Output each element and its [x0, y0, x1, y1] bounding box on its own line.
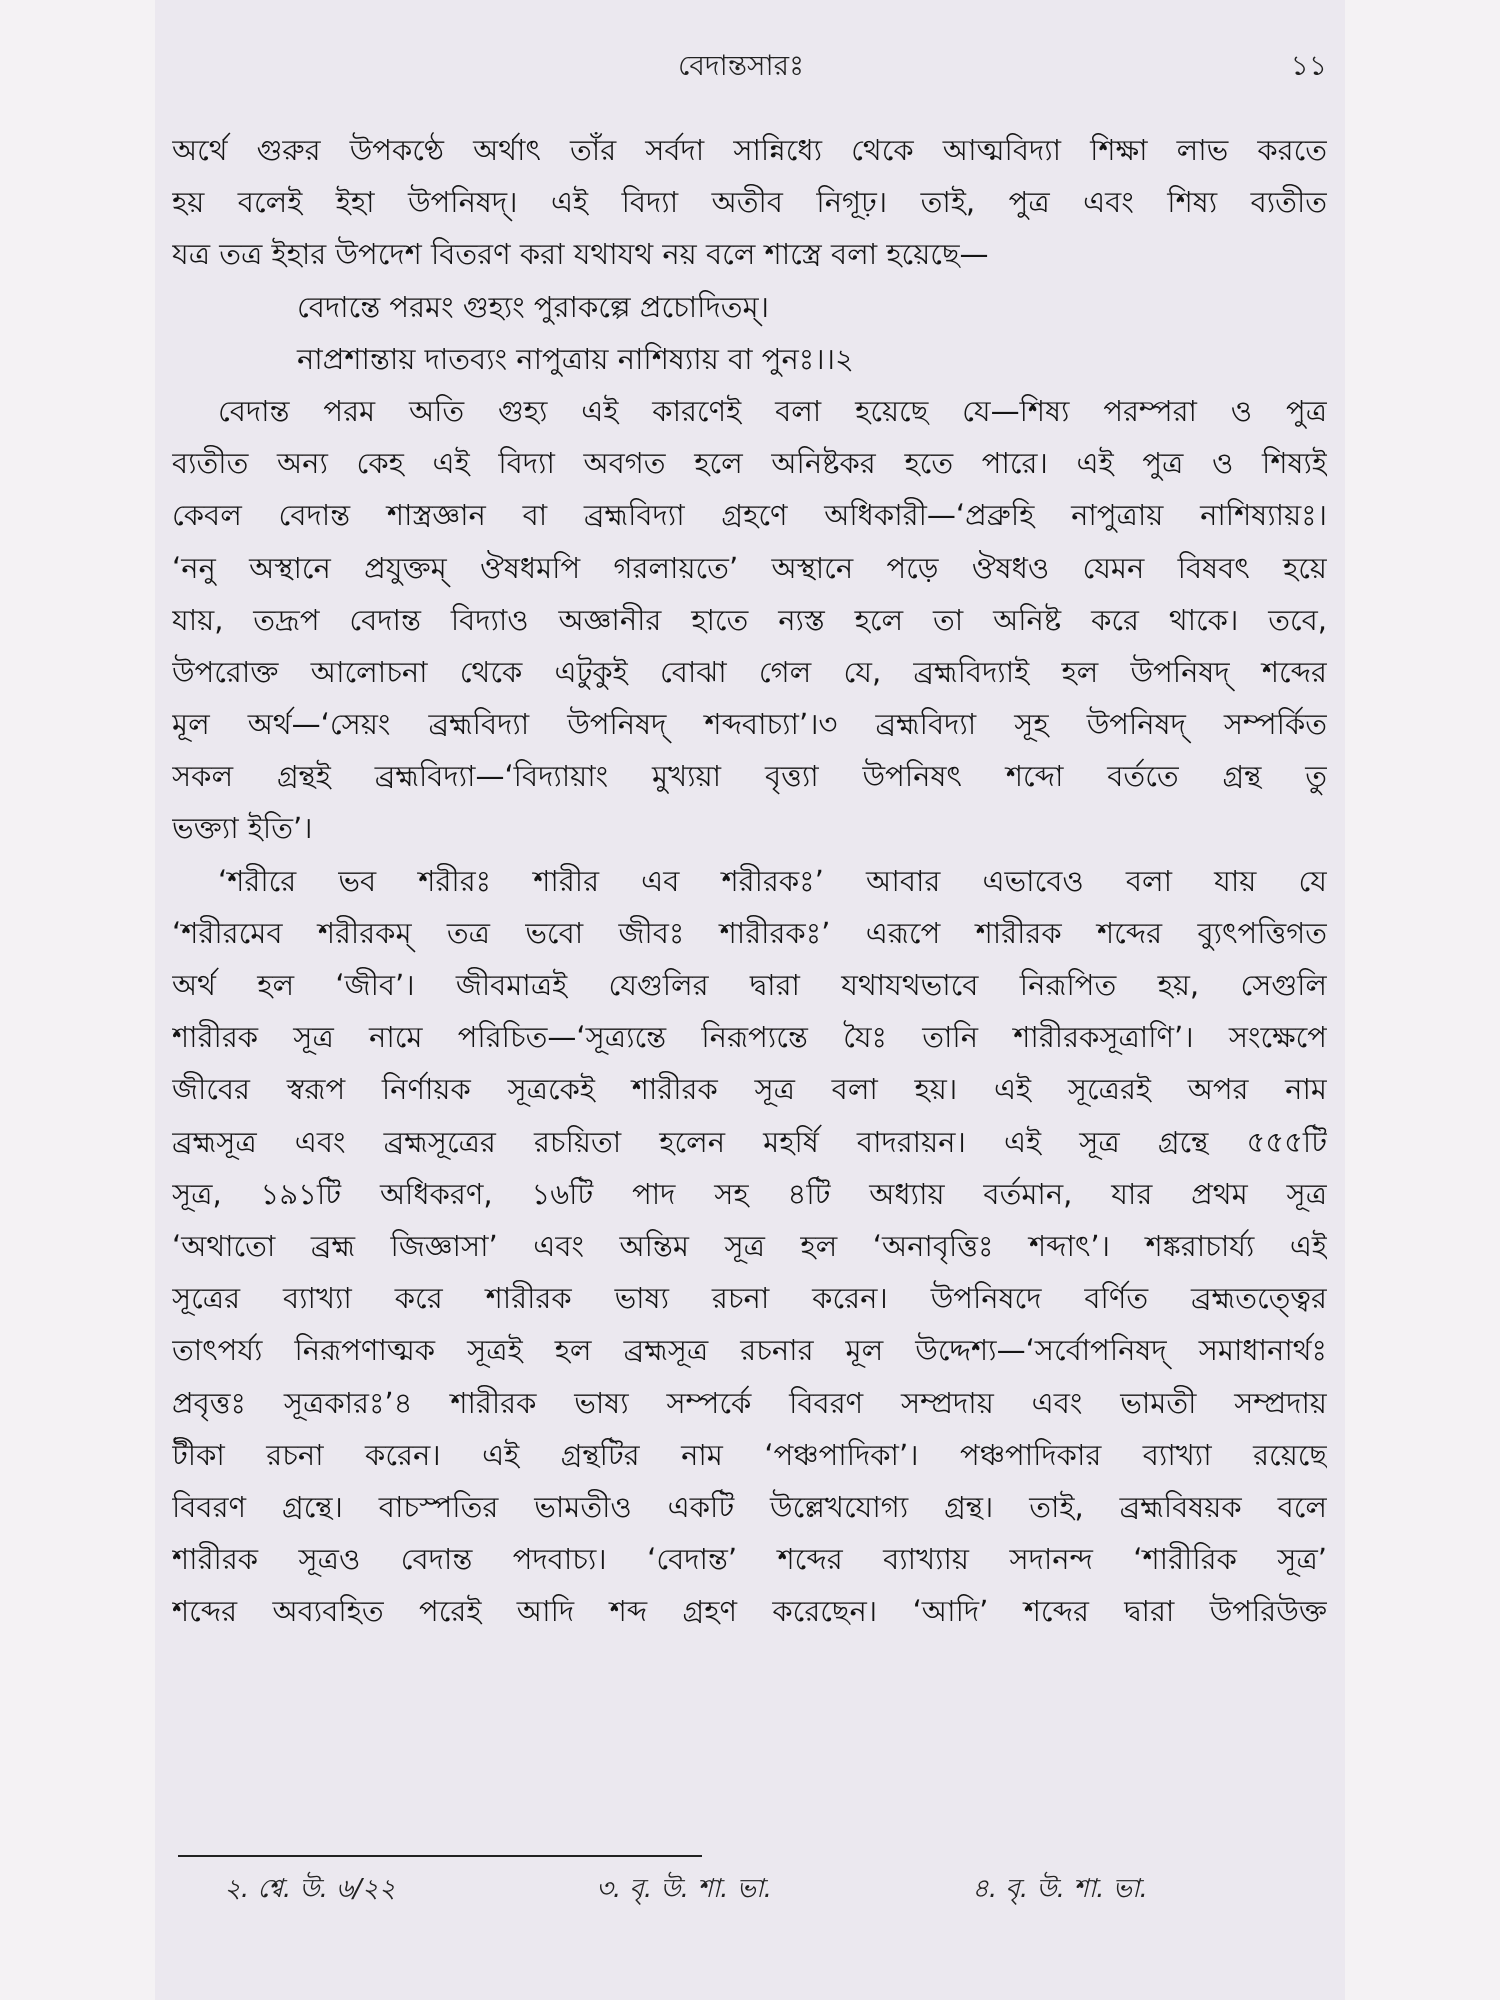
text-line: ‘ননু অস্থানে প্রযুক্তম্ ঔষধমপি গরলায়তে’ অস্থানে পড়ে ঔষধও যেমন বিষবৎ হয়ে — [172, 550, 1327, 585]
footnote-divider — [178, 1855, 702, 1857]
text-line: প্রবৃত্তঃ সূত্রকারঃ’৪ শারীরক ভাষ্য সম্পর্কে বিবরণ সম্প্রদায় এবং ভামতী সম্প্রদায় — [172, 1385, 1327, 1420]
text-line: জীবের স্বরূপ নির্ণায়ক সূত্রকেই শারীরক সূত্র বলা হয়। এই সূত্রেরই অপর নাম — [172, 1072, 1327, 1107]
text-line: যত্র তত্র ইহার উপদেশ বিতরণ করা যথাযথ নয় বলে শাস্ত্রে বলা হয়েছে— — [172, 237, 989, 272]
text-line: শব্দের অব্যবহিত পরেই আদি শব্দ গ্রহণ করেছেন। ‘আদি’ শব্দের দ্বারা উপরিউক্ত — [172, 1594, 1327, 1629]
text-line: বিবরণ গ্রন্থে। বাচস্পতির ভামতীও একটি উল্লেখযোগ্য গ্রন্থ। তাই, ব্রহ্মবিষয়ক বলে — [172, 1489, 1327, 1524]
text-line: অর্থে গুরুর উপকণ্ঠে অর্থাৎ তাঁর সর্বদা সান্নিধ্যে থেকে আত্মবিদ্যা শিক্ষা লাভ করতে — [172, 133, 1327, 167]
running-title: বেদান্তসারঃ — [677, 49, 805, 82]
text-line: অর্থ হল ‘জীব’। জীবমাত্রই যেগুলির দ্বারা যথাযথভাবে নিরূপিত হয়, সেগুলি — [172, 968, 1327, 1002]
text-line: বেদান্ত পরম অতি গুহ্য এই কারণেই বলা হয়েছে যে—শিষ্য পরম্পরা ও পুত্র — [218, 393, 1327, 428]
text-line: হয় বলেই ইহা উপনিষদ্। এই বিদ্যা অতীব নিগূঢ়। তাই, পুত্র এবং শিষ্য ব্যতীত — [172, 185, 1327, 220]
paragraph-3 — [172, 855, 1327, 1638]
footnote-4: ৪. বৃ. উ. শা. ভা. — [972, 1874, 1148, 1904]
text-line: সূত্র, ১৯১টি অধিকরণ, ১৬টি পাদ সহ ৪টি অধ্যায় বর্তমান, যার প্রথম সূত্র — [172, 1176, 1327, 1211]
paragraph-1 — [172, 124, 1327, 281]
text-line: উপরোক্ত আলোচনা থেকে এটুকুই বোঝা গেল যে, ব্রহ্মবিদ্যাই হল উপনিষদ্ শব্দের — [172, 654, 1327, 689]
text-line: সূত্রের ব্যাখ্যা করে শারীরক ভাষ্য রচনা করেন। উপনিষদে বর্ণিত ব্রহ্মতত্ত্বের — [172, 1281, 1327, 1316]
text-line: শারীরক সূত্রও বেদান্ত পদবাচ্য। ‘বেদান্ত’ শব্দের ব্যাখ্যায় সদানন্দ ‘শারীরিক সূত্র’ — [172, 1542, 1327, 1577]
text-line: কেবল বেদান্ত শাস্ত্রজ্ঞান বা ব্রহ্মবিদ্যা গ্রহণে অধিকারী—‘প্রব্রুহি নাপুত্রায় নাশিষ্যায়ঃ। — [172, 498, 1327, 533]
page-number: ১১ — [1290, 49, 1327, 82]
verse-line: নাপ্রশান্তায় দাতব্যং নাপুত্রায় নাশিষ্যায় বা পুনঃ।।২ — [297, 341, 854, 376]
text-line: ভক্ত্যা ইতি’। — [172, 811, 313, 846]
text-line: টীকা রচনা করেন। এই গ্রন্থটির নাম ‘পঞ্চপাদিকা’। পঞ্চপাদিকার ব্যাখ্যা রয়েছে — [172, 1437, 1327, 1472]
text-line: ব্যতীত অন্য কেহ এই বিদ্যা অবগত হলে অনিষ্টকর হতে পারে। এই পুত্র ও শিষ্যই — [172, 446, 1327, 481]
text-line: ব্রহ্মসূত্র এবং ব্রহ্মসূত্রের রচয়িতা হলেন মহর্ষি বাদরায়ন। এই সূত্র গ্রন্থে ৫৫৫টি — [172, 1124, 1327, 1159]
footnote-3: ৩. বৃ. উ. শা. ভা. — [596, 1874, 772, 1904]
text-line: ‘অথাতো ব্রহ্ম জিজ্ঞাসা’ এবং অন্তিম সূত্র হল ‘অনাবৃত্তিঃ শব্দাৎ’। শঙ্করাচার্য্য এই — [172, 1228, 1327, 1263]
text-line: যায়, তদ্রূপ বেদান্ত বিদ্যাও অজ্ঞানীর হাতে ন্যস্ত হলে তা অনিষ্ট করে থাকে। তবে, — [172, 602, 1327, 637]
text-line: তাৎপর্য্য নিরূপণাত্মক সূত্রই হল ব্রহ্মসূত্র রচনার মূল উদ্দেশ্য—‘সর্বোপনিষদ্ সমাধানার্থঃ — [172, 1333, 1327, 1368]
text-line: ‘শরীরমেব শরীরকম্ তত্র ভবো জীবঃ শারীরকঃ’ এরূপে শারীরক শব্দের ব্যুৎপত্তিগত — [172, 915, 1327, 950]
paragraph-2 — [172, 385, 1327, 855]
text-line: মূল অর্থ—‘সেয়ং ব্রহ্মবিদ্যা উপনিষদ্ শব্দবাচ্যা’।৩ ব্রহ্মবিদ্যা সূহ উপনিষদ্ সম্পর্কিত — [172, 707, 1327, 742]
footnote-2: ২. শ্বে. উ. ৬/২২ — [224, 1874, 396, 1904]
body-text — [172, 124, 1327, 1637]
text-line: শারীরক সূত্র নামে পরিচিত—‘সূত্র্যন্তে নিরূপ্যন্তে যৈঃ তানি শারীরকসূত্রাণি’। সংক্ষেপে — [172, 1020, 1327, 1055]
verse-line: বেদান্তে পরমং গুহ্যং পুরাকল্পে প্রচোদিতম্। — [297, 289, 769, 324]
verse-quote — [172, 281, 1327, 385]
text-line: ‘শরীরে ভব শরীরঃ শারীর এব শরীরকঃ’ আবার এভাবেও বলা যায় যে — [218, 863, 1327, 898]
page-header — [155, 40, 1327, 100]
text-line: সকল গ্রন্থই ব্রহ্মবিদ্যা—‘বিদ্যায়াং মুখ্যয়া বৃত্ত্যা উপনিষৎ শব্দো বর্ততে গ্রন্থ তু — [172, 759, 1327, 794]
